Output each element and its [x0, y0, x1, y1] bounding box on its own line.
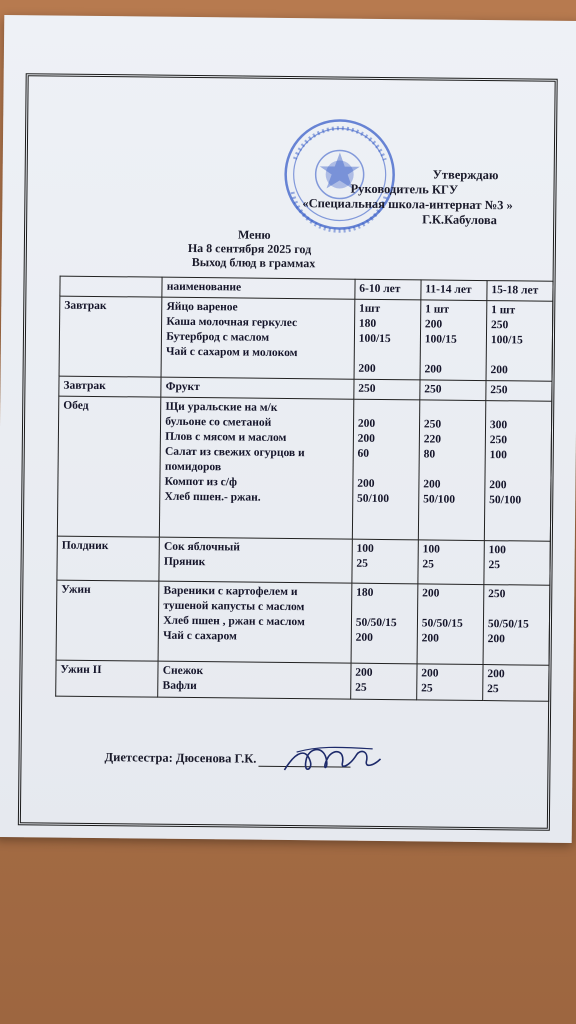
- qty-line: [359, 347, 416, 363]
- dish-line: Фрукт: [165, 380, 200, 394]
- qty-line: 250: [490, 384, 508, 397]
- qty-cell: [420, 300, 487, 381]
- dish-line: Хлеб пшен , ржан с маслом: [163, 614, 305, 629]
- qty-line: [488, 602, 545, 618]
- qty-line: [423, 462, 480, 478]
- qty-line: [489, 463, 546, 479]
- qty-line: [424, 402, 481, 418]
- handwritten-signature-icon: [276, 740, 386, 781]
- qty-line: 220: [423, 433, 442, 446]
- dish-line: Чай с сахаром и молоком: [166, 345, 298, 360]
- qty-line: 100: [489, 449, 507, 462]
- qty-line: 200: [423, 478, 441, 491]
- qty-line: 180: [356, 586, 374, 599]
- qty-line: 300: [489, 419, 508, 432]
- qty-line: 25: [421, 682, 433, 695]
- qty-line: 25: [487, 683, 499, 696]
- qty-cell: [354, 299, 421, 380]
- qty-line: 200: [357, 477, 375, 490]
- qty-line: 100/15: [490, 334, 523, 347]
- menu-subtitle: Выход блюд в граммах: [191, 254, 316, 271]
- qty-line: 250: [488, 588, 506, 601]
- qty-line: 200: [357, 417, 376, 430]
- header-age2-cell: 11-14 лет: [421, 280, 487, 301]
- table-row: [57, 536, 550, 585]
- qty-line: 200: [355, 631, 373, 644]
- dish-line: Салат из свежих огурцов и: [164, 445, 305, 460]
- qty-line: 25: [422, 558, 435, 571]
- qty-line: 1 шт: [491, 304, 516, 317]
- qty-line: 200: [487, 668, 505, 681]
- qty-line: 50/50/15: [487, 618, 529, 631]
- meal-cell: Ужин II: [56, 660, 159, 697]
- dish-line: Бутерброд с маслом: [166, 330, 270, 344]
- qty-cell: [352, 399, 420, 540]
- qty-line: 250: [358, 382, 376, 395]
- qty-line: 200: [422, 587, 440, 600]
- qty-line: 200: [421, 667, 439, 680]
- dish-cell: [161, 297, 354, 379]
- dish-line: Хлеб пшен.- ржан.: [164, 490, 261, 504]
- signature-label: Диетсестра: Дюсенова Г.К.: [104, 750, 257, 766]
- dish-cell: [161, 377, 354, 399]
- qty-cell: [417, 584, 484, 665]
- qty-line: [490, 403, 547, 419]
- qty-line: [357, 462, 414, 478]
- qty-line: 25: [488, 559, 501, 572]
- header-age3-cell: 15-18 лет: [487, 281, 553, 302]
- qty-line: 250: [424, 383, 442, 396]
- menu-table: [55, 276, 553, 702]
- qty-cell: [418, 400, 486, 541]
- qty-line: 200: [357, 432, 376, 445]
- qty-cell: [484, 541, 551, 586]
- menu-date: На 8 сентября 2025 год: [187, 240, 312, 257]
- meal-cell: Завтрак: [59, 376, 161, 397]
- qty-cell: [418, 540, 485, 585]
- qty-cell: [354, 379, 420, 400]
- qty-line: 100/15: [358, 332, 391, 346]
- qty-line: 250: [489, 434, 508, 447]
- paper-sheet: [0, 15, 576, 843]
- qty-line: 200: [490, 364, 508, 377]
- approval-line-3: «Специальная школа-интернат №3 »: [302, 196, 513, 213]
- approval-line-2: Руководитель КГУ: [350, 181, 459, 197]
- qty-line: 200: [358, 362, 376, 375]
- qty-line: 25: [356, 557, 368, 570]
- table-row: [57, 396, 551, 541]
- dish-line: помидоров: [164, 460, 222, 474]
- meal-cell: Полдник: [57, 536, 160, 581]
- qty-line: 200: [489, 479, 507, 492]
- dish-line: Вафли: [162, 679, 197, 693]
- qty-line: [422, 601, 479, 617]
- qty-line: 250: [423, 418, 442, 431]
- qty-line: 200: [355, 666, 373, 679]
- meal-cell: Завтрак: [59, 296, 162, 377]
- qty-line: 200: [424, 363, 442, 376]
- dish-line: Каша молочная геркулес: [166, 315, 298, 330]
- dish-line: Компот из с/ф: [164, 475, 238, 489]
- qty-line: 60: [357, 447, 370, 460]
- qty-line: [356, 601, 413, 617]
- dish-cell: [158, 581, 351, 663]
- qty-cell: [420, 380, 486, 401]
- qty-line: 50/50/15: [421, 617, 463, 630]
- qty-cell: [483, 665, 549, 702]
- menu-heading: [182, 227, 316, 270]
- qty-line: 100: [422, 543, 440, 556]
- qty-line: 100: [356, 542, 374, 555]
- dish-line: Чай с сахаром: [163, 629, 237, 643]
- table-row: [56, 580, 550, 665]
- header-age1-cell: 6-10 лет: [355, 279, 421, 300]
- dish-cell: [158, 661, 351, 699]
- approval-line-1: Утверждаю: [432, 167, 499, 183]
- qty-line: 100: [488, 544, 506, 557]
- dish-line: Яйцо вареное: [166, 300, 238, 314]
- header-name-cell: наименование: [162, 277, 355, 299]
- dish-cell: [159, 537, 352, 583]
- qty-cell: [484, 401, 552, 542]
- qty-line: 1шт: [359, 302, 381, 315]
- qty-line: [425, 347, 482, 363]
- table-row: [56, 660, 549, 701]
- dish-line: тушеной капусты с маслом: [163, 599, 305, 614]
- qty-cell: [486, 301, 553, 382]
- qty-line: [491, 348, 548, 364]
- qty-line: 200: [424, 318, 443, 331]
- qty-line: 50/100: [357, 492, 390, 506]
- qty-cell: [417, 664, 483, 701]
- qty-line: 100/15: [424, 333, 457, 346]
- qty-line: 200: [421, 632, 439, 645]
- dish-line: Щи уральские на м/к: [165, 400, 278, 414]
- qty-line: 25: [355, 681, 367, 694]
- qty-line: 1 шт: [425, 303, 450, 316]
- qty-line: 50/100: [489, 494, 522, 507]
- qty-line: 50/50/15: [355, 616, 397, 630]
- qty-cell: [486, 381, 552, 402]
- qty-line: 50/100: [423, 493, 456, 506]
- dish-line: Вареники с картофелем и: [163, 584, 298, 599]
- qty-cell: [351, 583, 418, 664]
- qty-cell: [483, 585, 550, 666]
- table-row: [59, 296, 553, 381]
- qty-line: 200: [487, 633, 506, 646]
- approval-line-4: Г.К.Кабулова: [422, 212, 497, 228]
- qty-line: 80: [423, 448, 436, 461]
- qty-line: 250: [490, 319, 509, 332]
- qty-cell: [350, 663, 416, 700]
- dish-line: Плов с мясом и маслом: [165, 430, 287, 444]
- meal-cell: Ужин: [56, 580, 159, 661]
- qty-line: [358, 402, 415, 418]
- menu-title: Меню: [237, 227, 271, 242]
- dish-line: Снежок: [162, 664, 204, 678]
- approval-block: [302, 166, 553, 229]
- dish-cell: [160, 397, 354, 539]
- meal-cell: Обед: [57, 396, 161, 537]
- dish-line: Сок яблочный: [163, 540, 240, 554]
- qty-line: 180: [358, 317, 377, 330]
- dish-line: бульоне со сметаной: [165, 415, 272, 429]
- dish-line: Пряник: [163, 555, 206, 569]
- header-meal-cell: [60, 276, 162, 297]
- qty-cell: [352, 539, 419, 584]
